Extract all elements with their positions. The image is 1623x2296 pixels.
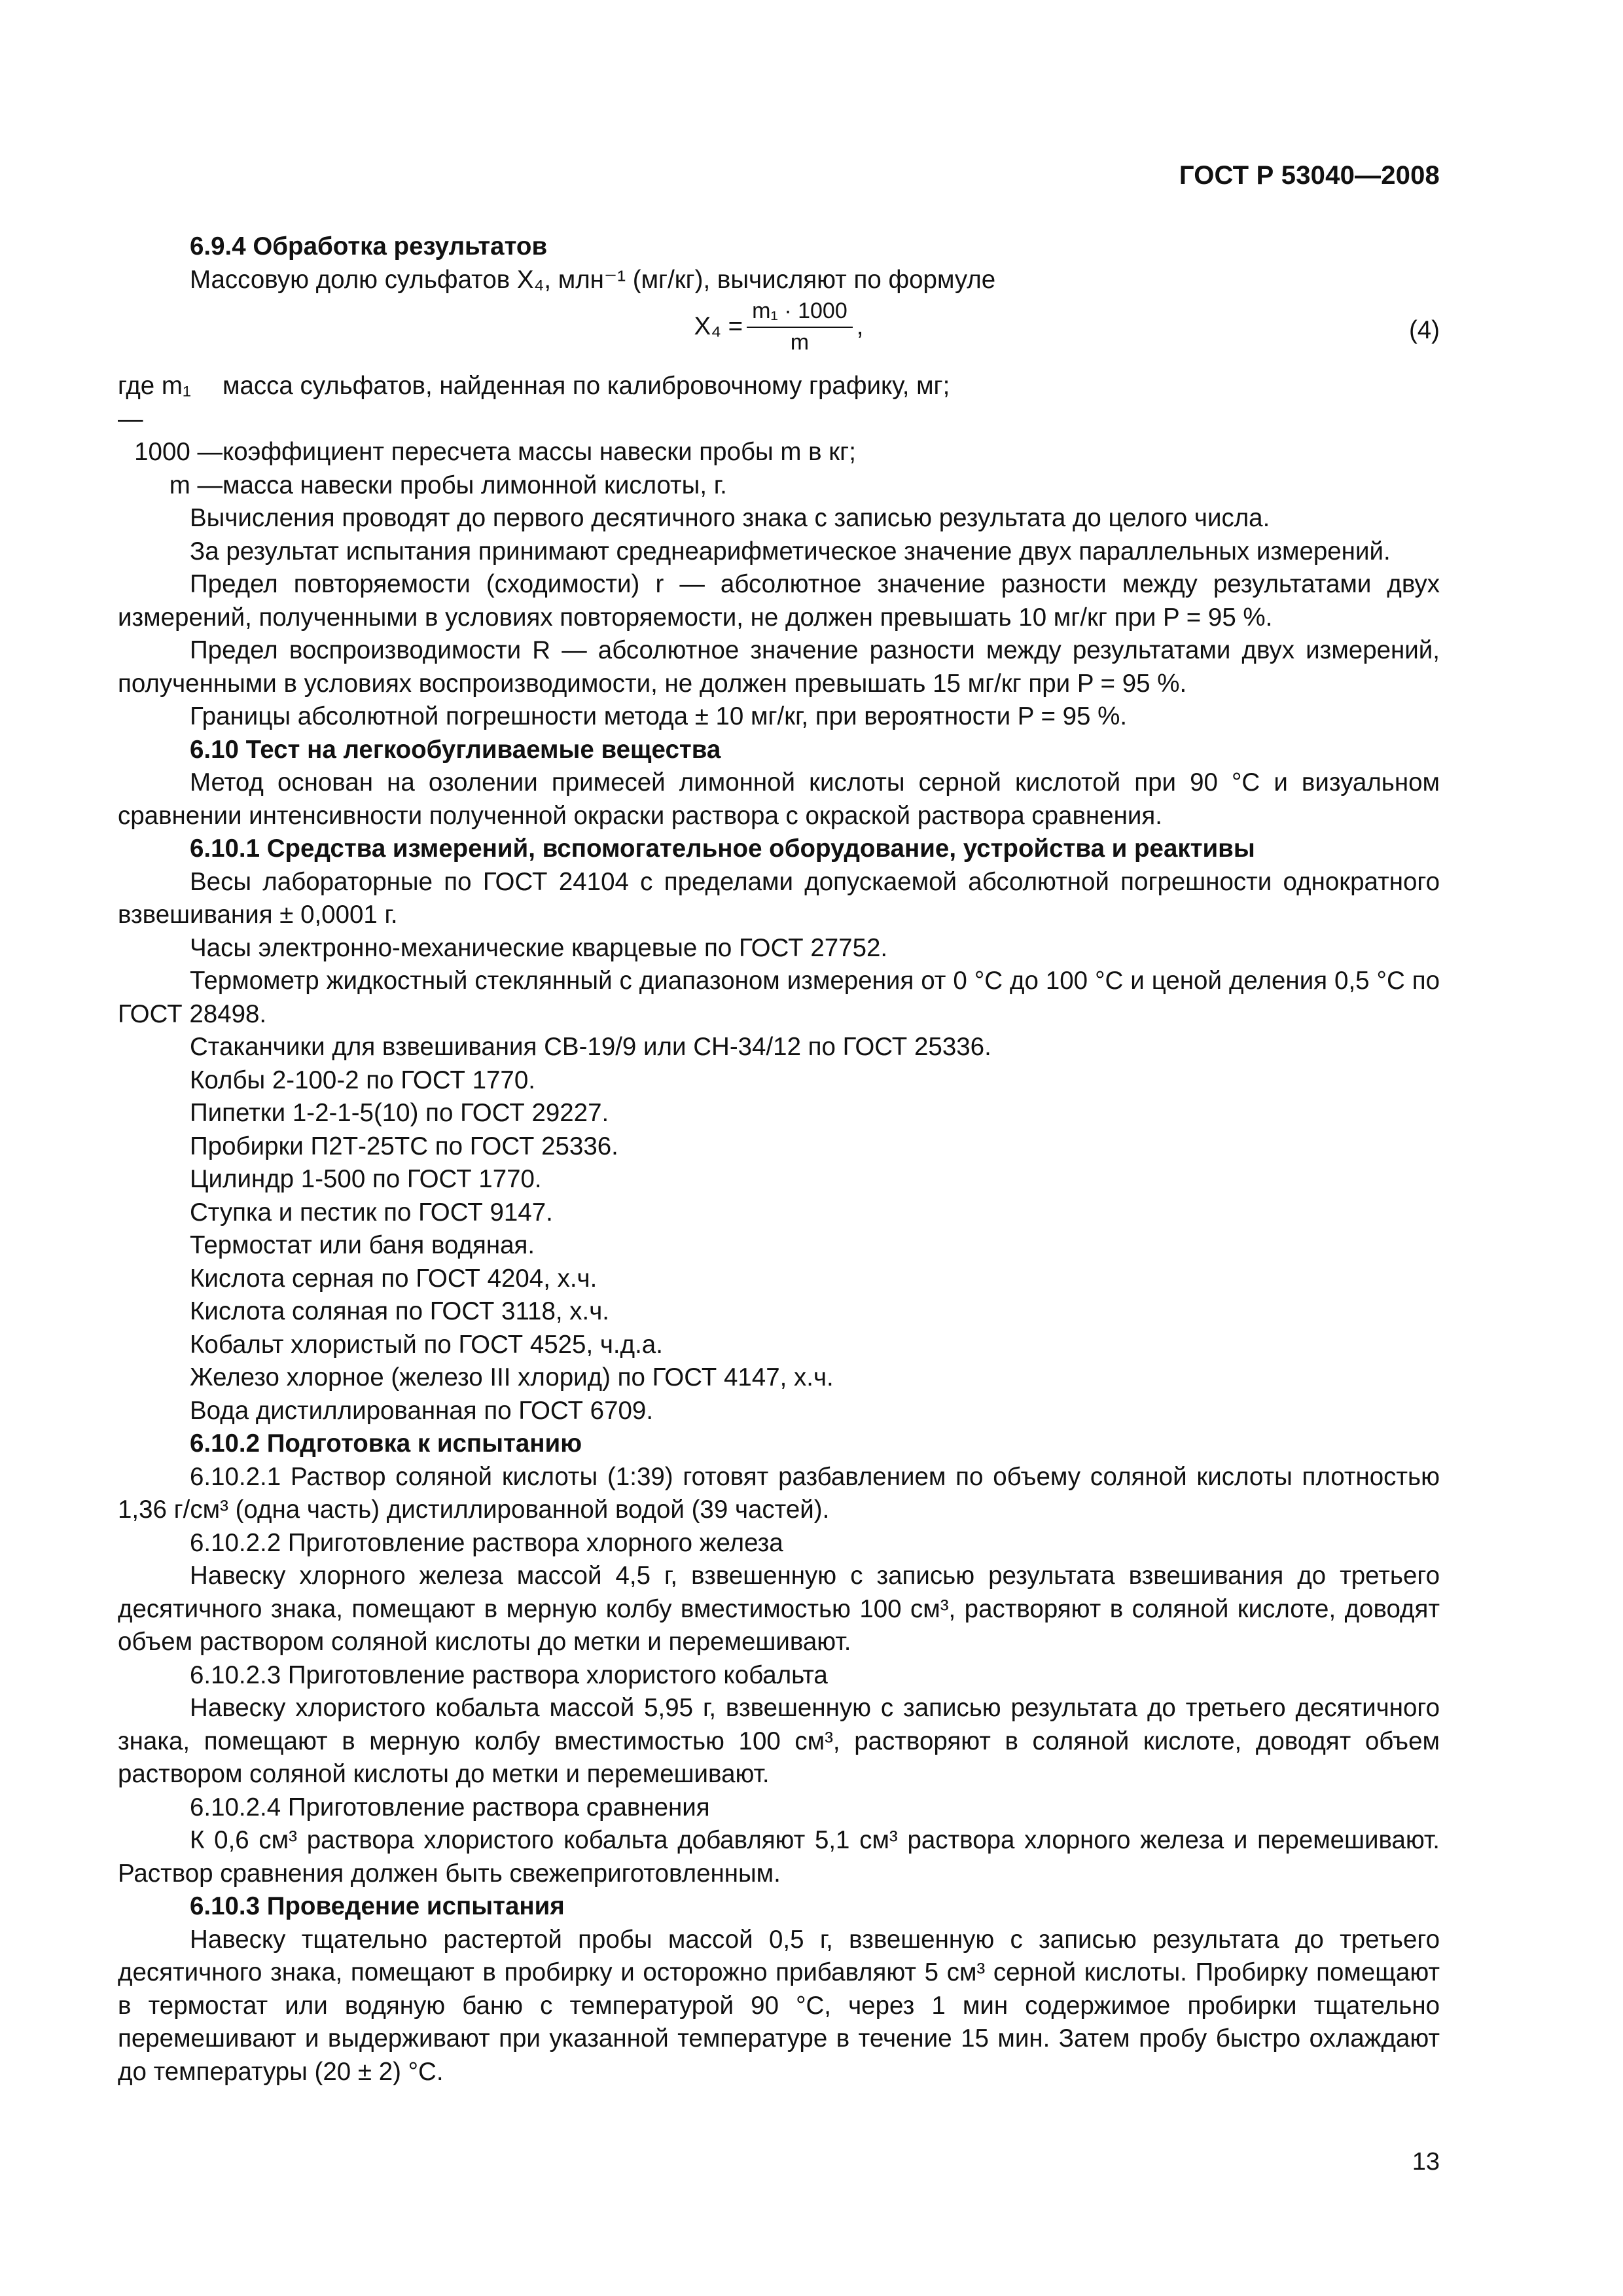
document-header: ГОСТ Р 53040—2008 (1179, 161, 1440, 190)
formula-fraction (747, 296, 853, 357)
formula-numerator: m₁ · 1000 (747, 296, 853, 328)
equipment-item: Пробирки П2Т-25ТС по ГОСТ 25336. (190, 1132, 618, 1160)
section-6-10-title: 6.10 Тест на легкообугливаемые вещества (190, 735, 721, 764)
legend-symbol: m — (169, 471, 223, 499)
equipment-item: Вода дистиллированная по ГОСТ 6709. (190, 1396, 654, 1425)
equipment-item: Колбы 2-100-2 по ГОСТ 1770. (190, 1066, 535, 1094)
legend-text: масса сульфатов, найденная по калибровочному графику, мг; (223, 372, 950, 400)
formula-number: (4) (1408, 316, 1440, 344)
subsection-title: 6.10.2.3 Приготовление раствора хлористого кобальта (190, 1660, 828, 1689)
section-6-10-3-title: 6.10.3 Проведение испытания (190, 1892, 565, 1920)
paragraph: Навеску хлорного железа массой 4,5 г, взвешенную с записью результата взвешивания до третьего десятичного знака, помещают в мерную колбу вместимостью 100 см³, растворяют в соляной кислоте, доводят объем раствором соляной кислоты до метки и перемешивают. (118, 1562, 1440, 1656)
legend-row (118, 469, 1440, 503)
equipment-item: Железо хлорное (железо III хлорид) по ГОСТ 4147, х.ч. (190, 1363, 834, 1391)
equipment-item: Кобальт хлористый по ГОСТ 4525, ч.д.а. (190, 1330, 663, 1359)
equipment-item: Кислота соляная по ГОСТ 3118, х.ч. (190, 1297, 609, 1325)
subsection-title: 6.10.2.2 Приготовление раствора хлорного железа (190, 1528, 783, 1557)
paragraph: Предел воспроизводимости R — абсолютное значение разности между результатами двух измерений, полученными в условиях воспроизводимости, не должен превышать 15 мг/кг при P = 95 %. (118, 636, 1440, 698)
paragraph: За результат испытания принимают среднеарифметическое значение двух параллельных измерений. (190, 537, 1391, 565)
paragraph: Навеску хлористого кобальта массой 5,95 г, взвешенную с записью результата до третьего десятичного знака, помещают в мерную колбу вместимостью 100 см³, растворяют в соляной кислоте, доводят объем раствором соляной кислоты до метки и перемешивают. (118, 1694, 1440, 1788)
equipment-item: Термометр жидкостный стеклянный с диапазоном измерения от 0 °С до 100 °С и ценой деления 0,5 °С по ГОСТ 28498. (118, 967, 1440, 1028)
equipment-item: Термостат или баня водяная. (190, 1231, 535, 1259)
legend-text: коэффициент пересчета массы навески пробы m в кг; (223, 438, 856, 466)
equipment-item: Пипетки 1-2-1-5(10) по ГОСТ 29227. (190, 1099, 609, 1127)
equipment-item: Стаканчики для взвешивания СВ-19/9 или СН-34/12 по ГОСТ 25336. (190, 1033, 991, 1061)
document-page (118, 0, 1440, 2296)
section-6-10-1-title: 6.10.1 Средства измерений, вспомогательное оборудование, устройства и реактивы (190, 834, 1255, 863)
paragraph: Границы абсолютной погрешности метода ± 10 мг/кг, при вероятности P = 95 %. (190, 702, 1128, 730)
paragraph: Метод основан на озолении примесей лимонной кислоты серной кислотой при 90 °С и визуальном сравнении интенсивности полученной окраски раствора с окраской раствора сравнения. (118, 768, 1440, 830)
legend-symbol: где m₁ — (118, 372, 191, 433)
paragraph: Предел повторяемости (сходимости) r — абсолютное значение разности между результатами двух измерений, полученными в условиях повторяемости, не должен превышать 10 мг/кг при P = 95 %. (118, 570, 1440, 632)
paragraph: К 0,6 см³ раствора хлористого кобальта добавляют 5,1 см³ раствора хлорного железа и перемешивают. Раствор сравнения должен быть свежеприготовленным. (118, 1826, 1440, 1888)
formula-denominator: m (790, 330, 810, 355)
section-6-10-2-title: 6.10.2 Подготовка к испытанию (190, 1429, 582, 1458)
formula-trail: , (856, 312, 864, 340)
equipment-item: Цилиндр 1-500 по ГОСТ 1770. (190, 1165, 542, 1193)
equipment-item: Ступка и пестик по ГОСТ 9147. (190, 1198, 553, 1227)
legend-row (118, 370, 1440, 436)
equipment-item: Кислота серная по ГОСТ 4204, х.ч. (190, 1264, 597, 1293)
paragraph: 6.10.2.1 Раствор соляной кислоты (1:39) готовят разбавлением по объему соляной кислоты плотностью 1,36 г/см³ (одна часть) дистиллированной водой (39 частей). (118, 1462, 1440, 1524)
equipment-item: Весы лабораторные по ГОСТ 24104 с пределами допускаемой абсолютной погрешности однократного взвешивания ± 0,0001 г. (118, 867, 1440, 929)
formula-intro: Массовую долю сульфатов X₄, млн⁻¹ (мг/кг), вычисляют по формуле (190, 265, 996, 294)
paragraph: Вычисления проводят до первого десятичного знака с записью результата до целого числа. (190, 504, 1270, 532)
formula-legend (118, 370, 1440, 502)
equipment-item: Часы электронно-механические кварцевые по ГОСТ 27752. (190, 933, 888, 962)
section-6-9-4-title: 6.9.4 Обработка результатов (190, 232, 548, 260)
formula-4 (118, 296, 1440, 370)
legend-symbol: 1000 — (134, 438, 223, 466)
paragraph: Навеску тщательно растертой пробы массой 0,5 г, взвешенную с записью результата до третьего десятичного знака, помещают в пробирку и осторожно прибавляют 5 см³ серной кислоты. Пробирку помещают в термостат или водяную баню с температурой 90 °С, через 1 мин содержимое пробирки тщательно перемешивают и выдерживают при указанной температуре в течение 15 мин. Затем пробу быстро охлаждают до температуры (20 ± 2) °С. (118, 1925, 1440, 2086)
legend-row (118, 436, 1440, 469)
legend-text: масса навески пробы лимонной кислоты, г. (223, 471, 727, 499)
formula-lhs: X₄ = (694, 312, 743, 340)
page-number: 13 (1412, 2148, 1440, 2176)
subsection-title: 6.10.2.4 Приготовление раствора сравнения (190, 1793, 710, 1821)
document-body (118, 230, 1440, 2089)
